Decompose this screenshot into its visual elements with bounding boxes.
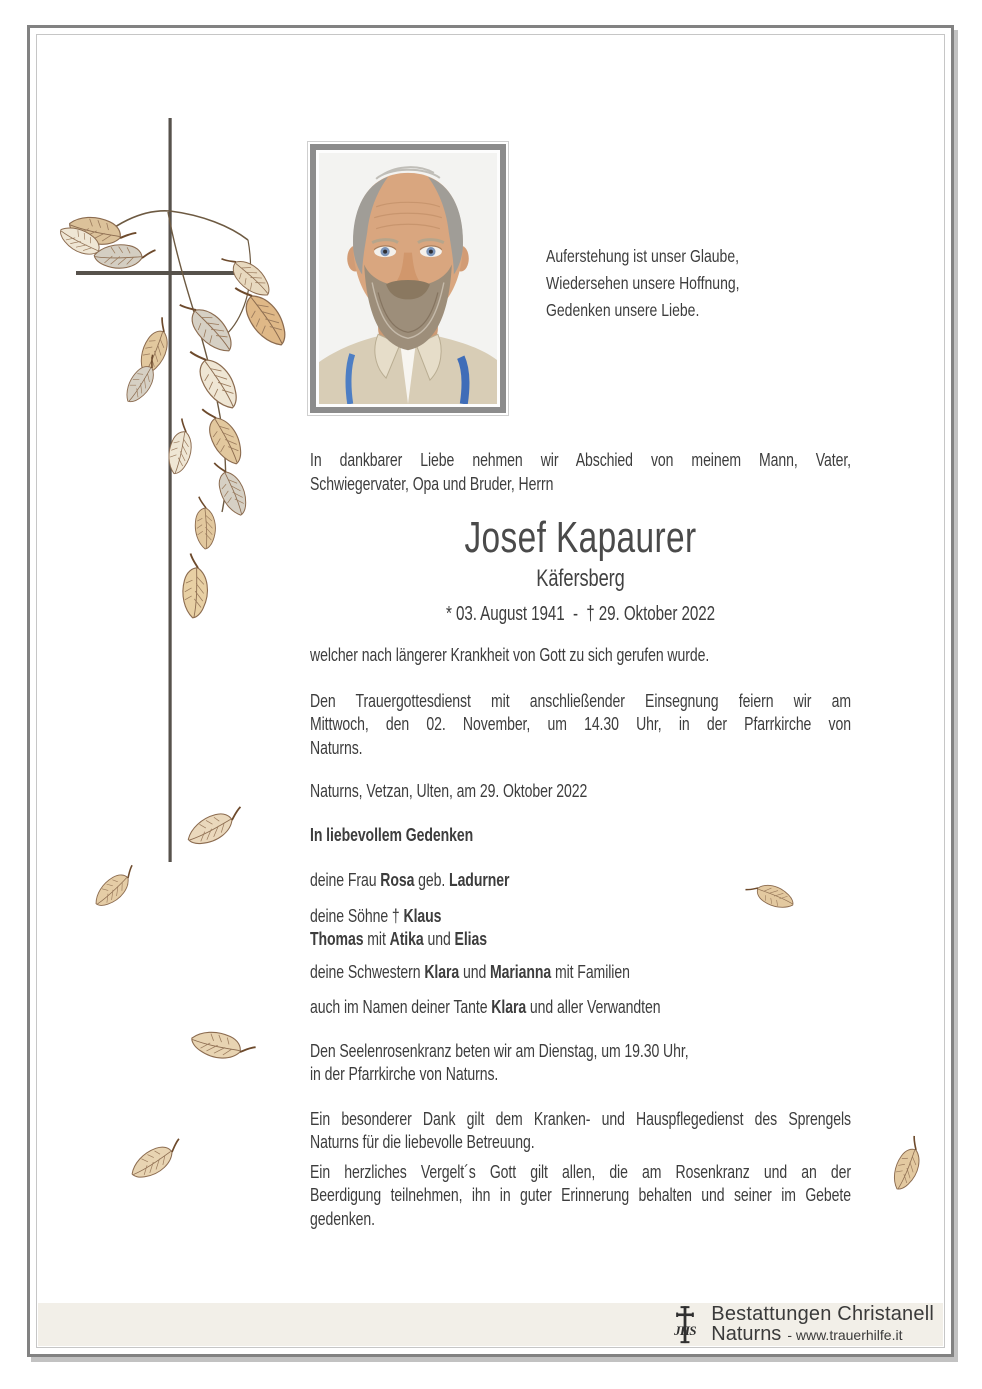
- service-line: Den Trauergottesdienst mit anschließender Einsegnung feiern wir am: [310, 689, 851, 711]
- portrait-illustration: [319, 153, 497, 404]
- farm-name: Käfersberg: [536, 565, 625, 592]
- rosary-line: Den Seelenrosenkranz beten wir am Dienstag, um 19.30 Uhr,: [310, 1039, 689, 1061]
- rosary-line: in der Pfarrkirche von Naturns.: [310, 1063, 499, 1084]
- announcement-text: [310, 440, 851, 1230]
- service-line: Naturns.: [310, 736, 363, 758]
- intro-line: In dankbarer Liebe nehmen wir Abschied von meinem Mann, Vater,: [310, 449, 851, 470]
- sickness-line: welcher nach längerer Krankheit von Gott zu sich gerufen wurde.: [310, 644, 710, 665]
- verse: [546, 243, 850, 324]
- place-date-line: Naturns, Vetzan, Ulten, am 29. Oktober 2022: [310, 780, 588, 801]
- family-line-wife: deine Frau Rosa geb. Ladurner: [310, 869, 510, 890]
- funeral-home-name: Bestattungen Christanell: [711, 1303, 934, 1325]
- thanks-paragraph: [310, 1107, 851, 1154]
- funeral-service-paragraph: [310, 689, 851, 760]
- portrait-photo: [307, 141, 509, 416]
- verse-line: Auferstehung ist unser Glaube,: [546, 246, 740, 266]
- footer-band: [38, 1303, 943, 1346]
- family-line-sisters: deine Schwestern Klara und Marianna mit Familien: [310, 960, 630, 982]
- intro-line: Schwiegervater, Opa und Bruder, Herrn: [310, 472, 554, 494]
- rosary-paragraph: [310, 1039, 851, 1086]
- gratitude-paragraph: [310, 1160, 851, 1231]
- life-dates: * 03. August 1941 - † 29. Oktober 2022: [445, 603, 715, 625]
- thanks-line: Ein besonderer Dank gilt dem Kranken- und Hauspflegedienst des Sprengels: [310, 1107, 851, 1129]
- gratitude-line: Ein herzliches Vergelt´s Gott gilt allen, die am Rosenkranz und an der: [310, 1160, 851, 1182]
- verse-line: Gedenken unsere Liebe.: [546, 300, 700, 320]
- gratitude-line: Beerdigung teilnehmen, ihn in guter Erinnerung behalten und seiner im Gebete: [310, 1184, 851, 1205]
- memorial-heading: In liebevollem Gedenken: [310, 823, 474, 845]
- service-line: Mittwoch, den 02. November, um 14.30 Uhr, in der Pfarrkirche von: [310, 713, 851, 734]
- jhs-cross-icon: [668, 1305, 702, 1345]
- thanks-line: Naturns für die liebevolle Betreuung.: [310, 1131, 535, 1152]
- family-line-aunt: auch im Namen deiner Tante Klara und aller Verwandten: [310, 996, 661, 1017]
- gratitude-line: gedenken.: [310, 1207, 375, 1229]
- family-line-sons: Thomas mit Atika und Elias: [310, 928, 487, 949]
- svg-text:JHS: JHS: [674, 1322, 697, 1338]
- deceased-name: Josef Kapaurer: [464, 513, 697, 562]
- verse-line: Wiedersehen unsere Hoffnung,: [546, 273, 740, 293]
- funeral-home-location: Naturns: [711, 1323, 782, 1345]
- funeral-home-website[interactable]: - www.trauerhilfe.it: [787, 1327, 903, 1343]
- family-line-sons: deine Söhne † Klaus: [310, 904, 442, 926]
